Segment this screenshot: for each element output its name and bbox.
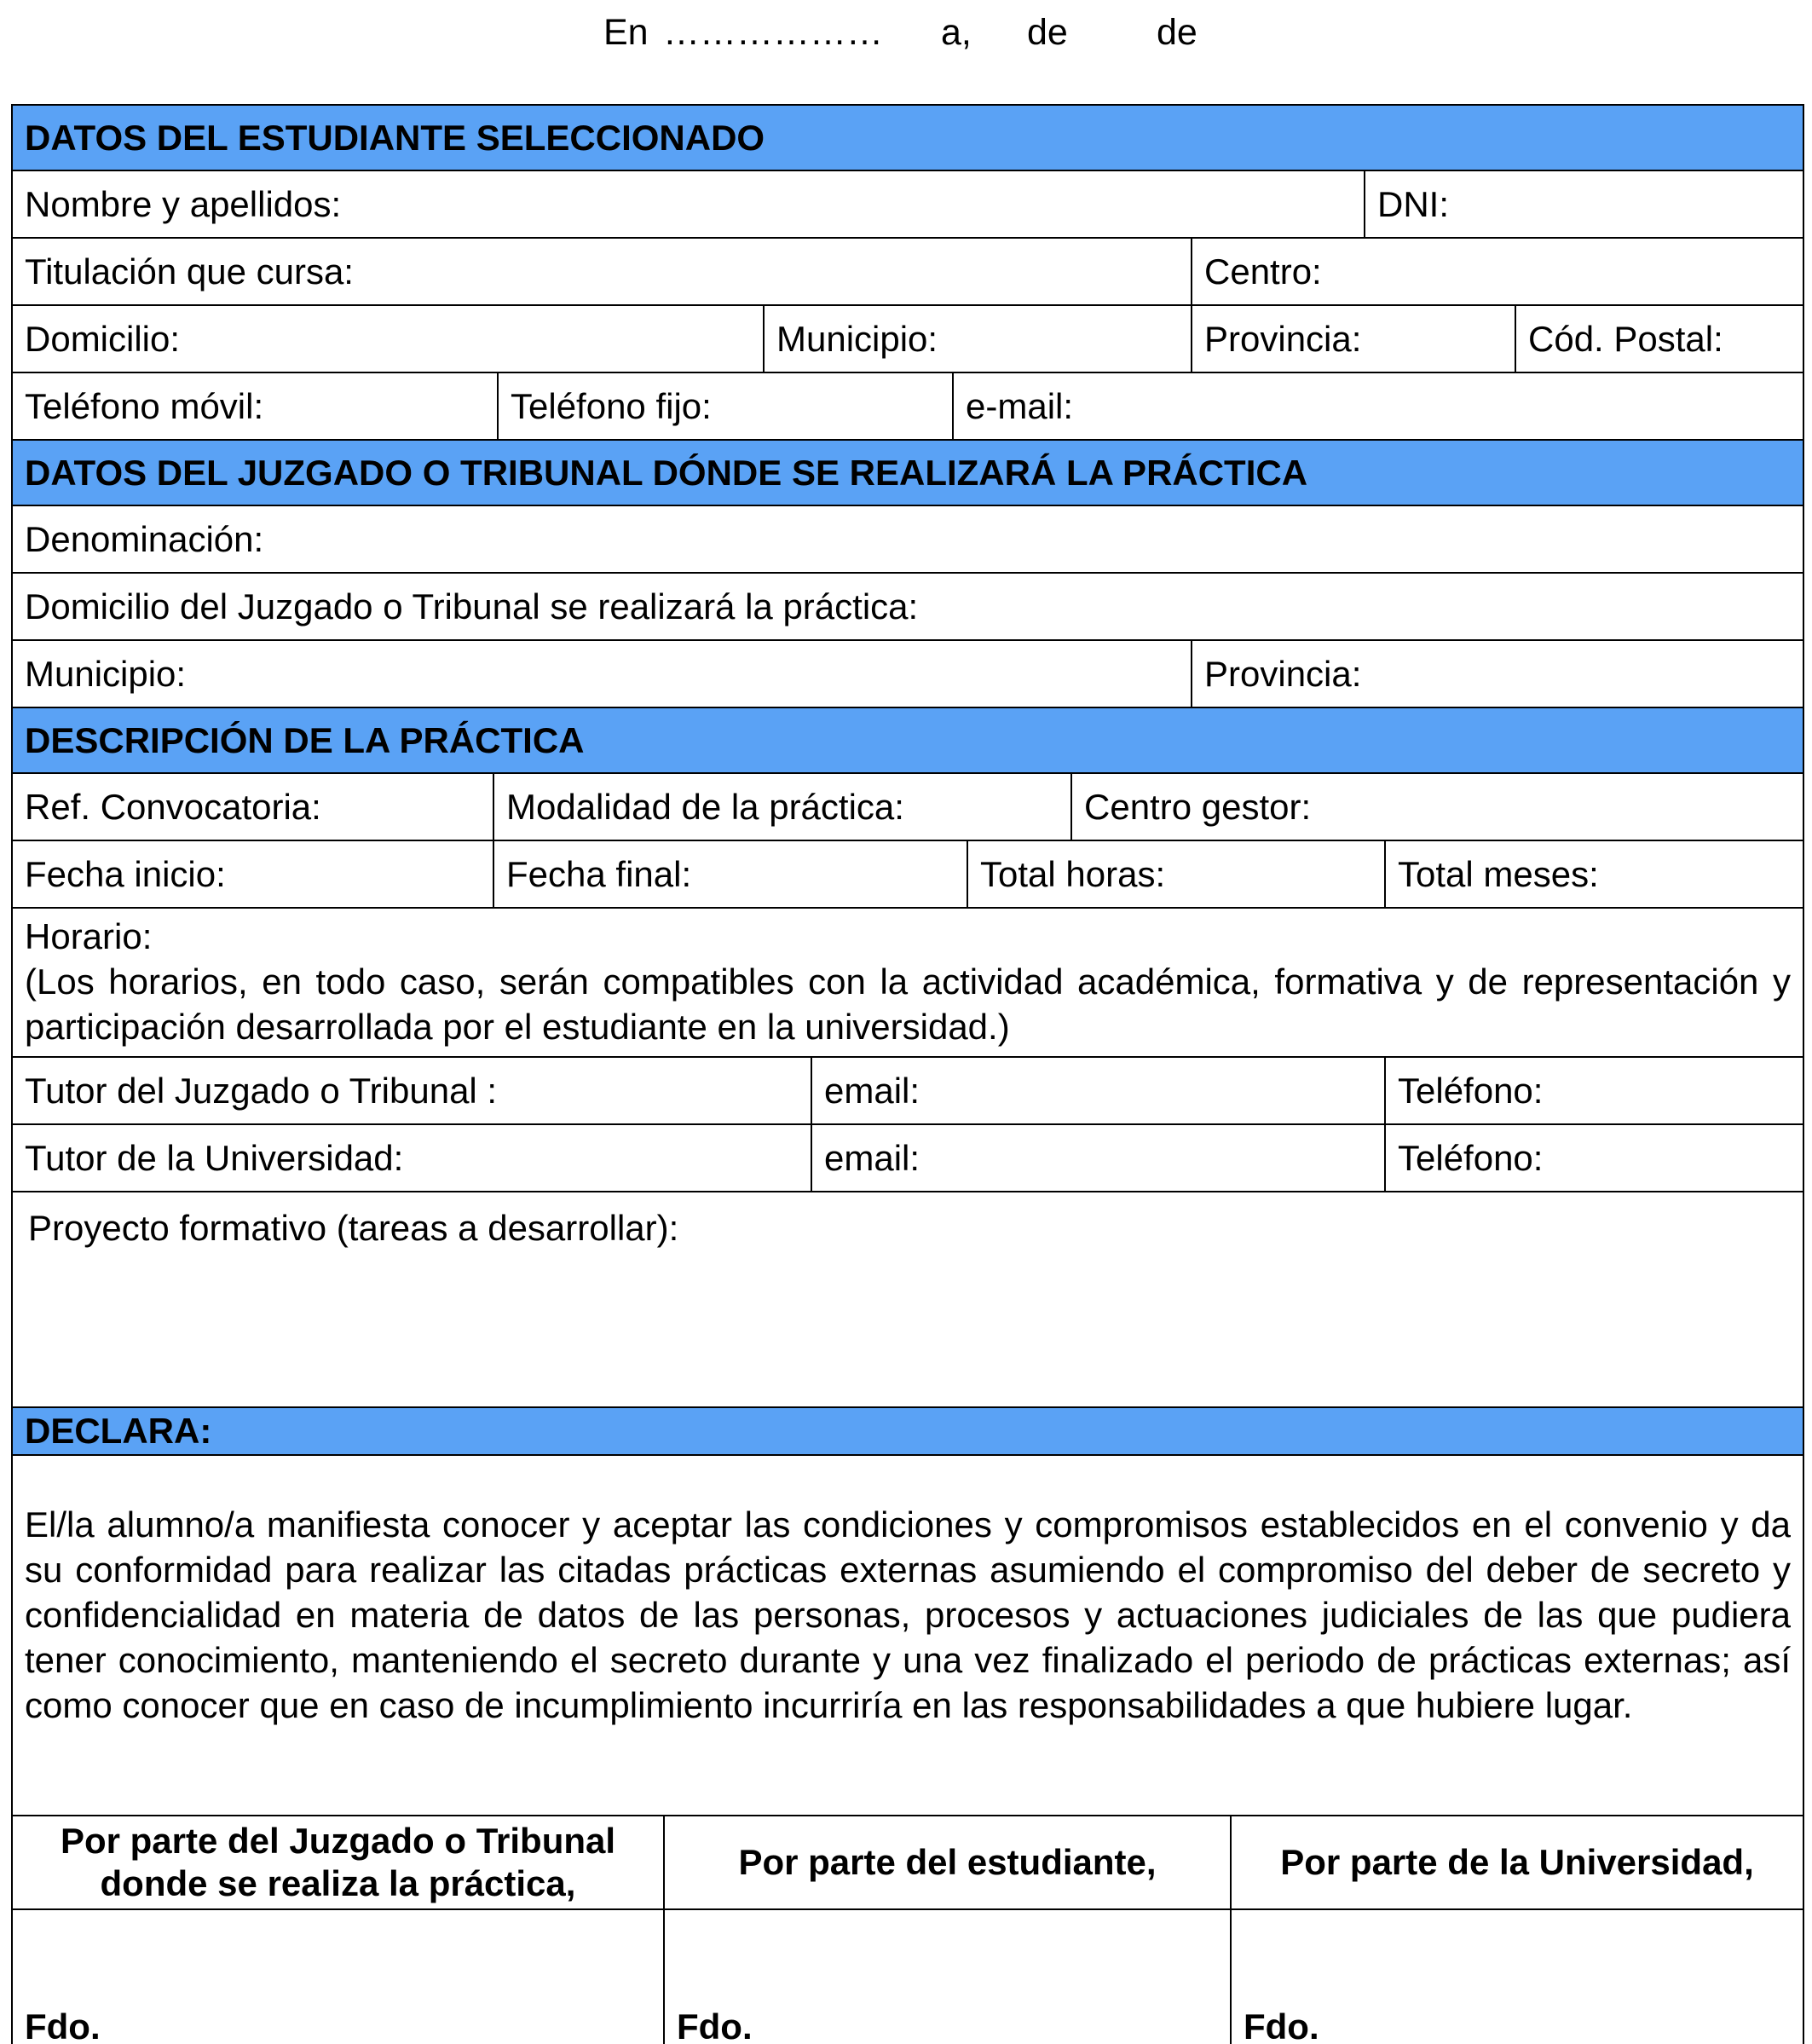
row-tutor-juzgado <box>13 1058 1803 1125</box>
field-domicilio-juzgado[interactable]: Domicilio del Juzgado o Tribunal se realizará la práctica: <box>25 586 919 626</box>
field-provincia-juzgado[interactable]: Provincia: <box>1204 653 1362 694</box>
field-horario[interactable] <box>13 909 1803 1058</box>
row-domicilio-juzgado <box>13 574 1803 641</box>
field-centro[interactable]: Centro: <box>1204 251 1322 292</box>
field-centro-gestor[interactable]: Centro gestor: <box>1084 786 1312 827</box>
place-label: En <box>603 12 649 53</box>
field-tutor-juzgado[interactable]: Tutor del Juzgado o Tribunal : <box>13 1058 812 1123</box>
field-denominacion[interactable]: Denominación: <box>25 518 264 559</box>
horario-note: (Los horarios, en todo caso, serán compatibles con la actividad académica, formativa y de representación y participación desarrollada por el estudiante en la universidad.) <box>25 961 1791 1047</box>
signature-box-juzgado[interactable] <box>13 1910 665 2044</box>
row-signatures <box>13 1910 1803 2044</box>
proyecto-label: Proyecto formativo (tareas a desarrollar): <box>28 1208 679 1248</box>
row-nombre <box>13 171 1803 239</box>
signature-fdo-estudiante: Fdo. <box>677 2006 753 2044</box>
declara-text: El/la alumno/a manifiesta conocer y aceptar las condiciones y compromisos establecidos en el convenio y da su conformidad para realizar las citadas prácticas externas asumiendo el compromiso del deber de secreto y confidencialidad en materia de datos de las personas, procesos y actuaciones judiciales de las que pudiera tener conocimiento, manteniendo el secreto durante y una vez finalizado el periodo de prácticas externas; así como conocer que en caso de incumplimiento incurriría en las responsabilidades a que hubiere lugar. <box>13 1456 1803 1816</box>
field-fecha-inicio[interactable]: Fecha inicio: <box>13 841 494 907</box>
field-modalidad[interactable]: Modalidad de la práctica: <box>494 774 1072 840</box>
field-municipio-juzgado[interactable]: Municipio: <box>13 641 1192 707</box>
place-date-line <box>0 12 1812 63</box>
place-blank[interactable]: ……………… <box>663 12 883 53</box>
signature-fdo-universidad: Fdo. <box>1244 2006 1319 2044</box>
field-cod-postal[interactable]: Cód. Postal: <box>1528 318 1723 359</box>
practice-form <box>11 104 1804 2044</box>
field-titulacion[interactable]: Titulación que cursa: <box>13 239 1192 304</box>
signature-header-juzgado: Por parte del Juzgado o Tribunal donde se realiza la práctica, <box>13 1816 665 1908</box>
field-total-meses[interactable]: Total meses: <box>1398 853 1599 894</box>
field-domicilio[interactable]: Domicilio: <box>13 306 765 372</box>
date-de-label-2: de <box>1157 12 1197 53</box>
section-practice-title: DESCRIPCIÓN DE LA PRÁCTICA <box>13 708 1803 774</box>
row-convocatoria <box>13 774 1803 841</box>
row-municipio-juzgado <box>13 641 1803 708</box>
horario-label: Horario: <box>25 916 153 956</box>
field-nombre[interactable]: Nombre y apellidos: <box>13 171 1365 237</box>
signature-header-universidad: Por parte de la Universidad, <box>1280 1842 1754 1882</box>
signature-header-estudiante: Por parte del estudiante, <box>665 1816 1232 1908</box>
signature-fdo-juzgado: Fdo. <box>25 2006 101 2044</box>
signature-box-universidad[interactable] <box>1232 1910 1803 2044</box>
row-titulacion <box>13 239 1803 306</box>
row-signature-headers <box>13 1816 1803 1910</box>
field-email[interactable]: e-mail: <box>966 385 1074 426</box>
row-domicilio <box>13 306 1803 373</box>
field-telefono-fijo[interactable]: Teléfono fijo: <box>499 373 954 439</box>
date-de-label-1: de <box>1027 12 1068 53</box>
field-ref-convocatoria[interactable]: Ref. Convocatoria: <box>13 774 494 840</box>
section-declara-title: DECLARA: <box>13 1408 1803 1456</box>
row-telefonos <box>13 373 1803 441</box>
signature-box-estudiante[interactable] <box>665 1910 1232 2044</box>
section-student-title: DATOS DEL ESTUDIANTE SELECCIONADO <box>13 106 1803 171</box>
field-provincia[interactable]: Provincia: <box>1192 306 1516 372</box>
row-denominacion <box>13 506 1803 574</box>
field-dni[interactable]: DNI: <box>1377 183 1449 224</box>
field-tutor-universidad[interactable]: Tutor de la Universidad: <box>13 1125 812 1191</box>
section-court-title: DATOS DEL JUZGADO O TRIBUNAL DÓNDE SE REALIZARÁ LA PRÁCTICA <box>13 441 1803 506</box>
field-municipio[interactable]: Municipio: <box>765 306 1192 372</box>
row-fechas <box>13 841 1803 909</box>
field-tutor-juzgado-telefono[interactable]: Teléfono: <box>1398 1070 1544 1111</box>
row-tutor-universidad <box>13 1125 1803 1192</box>
field-total-horas[interactable]: Total horas: <box>968 841 1386 907</box>
field-proyecto-formativo[interactable] <box>13 1192 1803 1408</box>
field-fecha-final[interactable]: Fecha final: <box>494 841 968 907</box>
field-tutor-universidad-email[interactable]: email: <box>812 1125 1386 1191</box>
field-telefono-movil[interactable]: Teléfono móvil: <box>13 373 499 439</box>
field-tutor-juzgado-email[interactable]: email: <box>812 1058 1386 1123</box>
date-a-label: a, <box>941 12 972 53</box>
field-tutor-universidad-telefono[interactable]: Teléfono: <box>1398 1137 1544 1178</box>
